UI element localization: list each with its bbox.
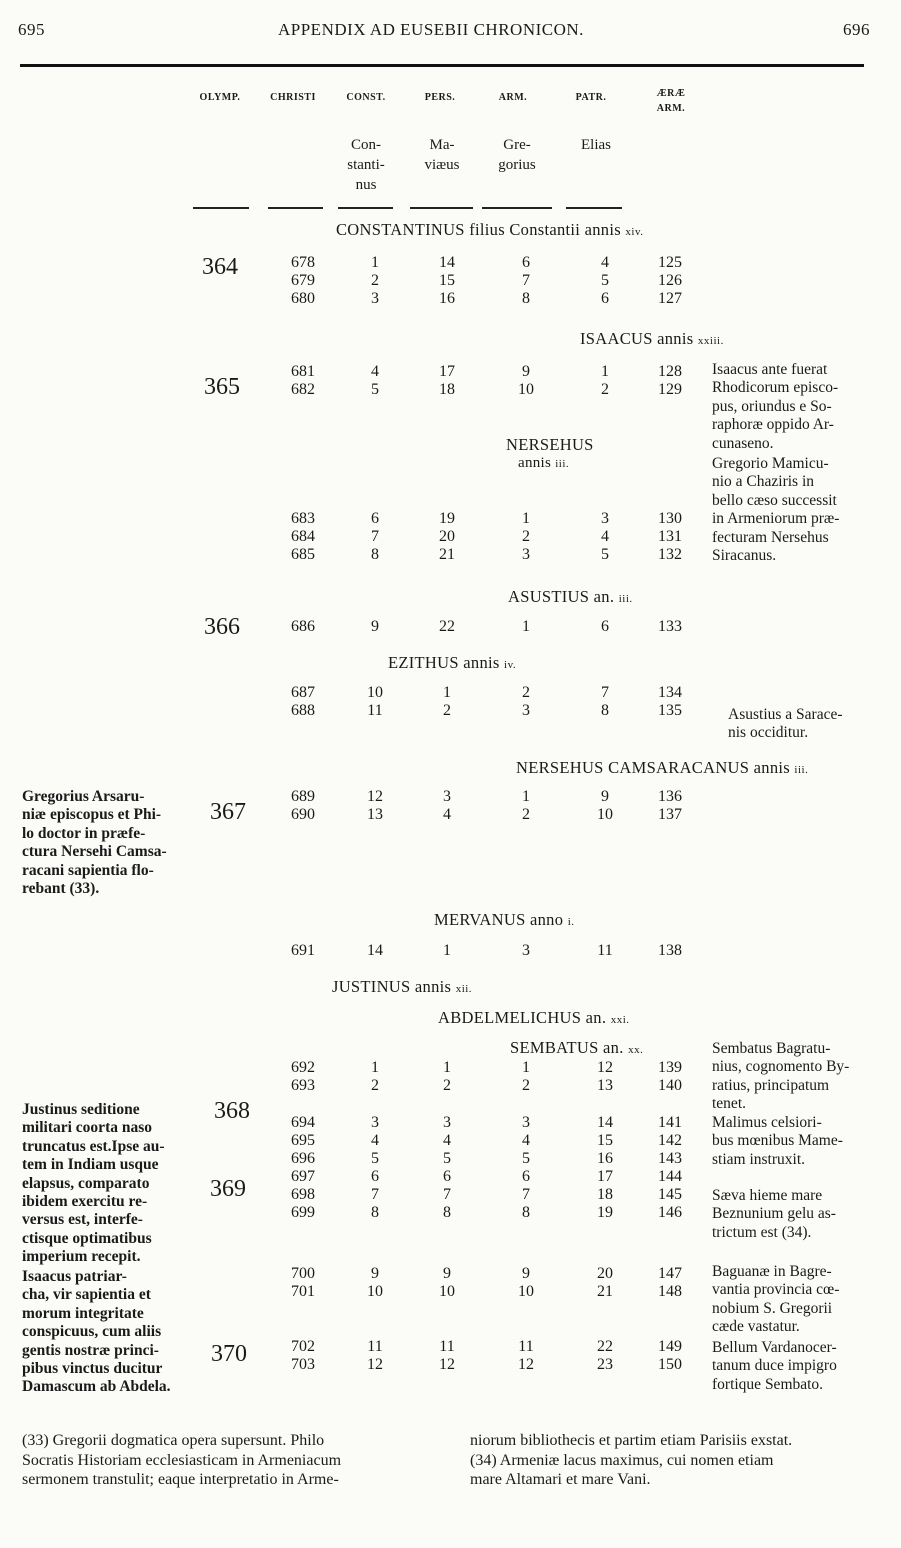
cell-christi: 695 bbox=[291, 1132, 315, 1149]
cell-patr: 10 bbox=[597, 806, 613, 823]
cell-aerae: 126 bbox=[658, 272, 682, 289]
cell-aerae: 147 bbox=[658, 1265, 682, 1282]
reign-heading: annis iii. bbox=[518, 455, 570, 471]
margin-note-left: Gregorius Arsaru- niæ episcopus et Phi- lo doctor in præfe- ctura Nersehi Camsa- racani sapientia flo- rebant (33). bbox=[22, 788, 167, 898]
cell-christi: 689 bbox=[291, 788, 315, 805]
cell-pers: 9 bbox=[443, 1265, 451, 1282]
cell-patr: 1 bbox=[601, 363, 609, 380]
cell-aerae: 139 bbox=[658, 1059, 682, 1076]
cell-aerae: 135 bbox=[658, 702, 682, 719]
cell-aerae: 127 bbox=[658, 290, 682, 307]
cell-arm: 4 bbox=[522, 1132, 530, 1149]
cell-const: 11 bbox=[367, 1338, 383, 1355]
cell-arm: 1 bbox=[522, 618, 530, 635]
cell-pers: 19 bbox=[439, 510, 455, 527]
cell-christi: 700 bbox=[291, 1265, 315, 1282]
cell-pers: 18 bbox=[439, 381, 455, 398]
cell-patr: 11 bbox=[597, 942, 613, 959]
cell-pers: 5 bbox=[443, 1150, 451, 1167]
cell-aerae: 143 bbox=[658, 1150, 682, 1167]
cell-const: 5 bbox=[371, 1150, 379, 1167]
olympiad-number: 367 bbox=[210, 799, 246, 825]
footnote-left: (33) Gregorii dogmatica opera supersunt. Philo Socratis Historiam ecclesiasticam in Armeniacum sermonem transtulit; eaque interpretatio in Arme- bbox=[22, 1432, 342, 1488]
footnote-right: niorum bibliothecis et partim etiam Parisiis exstat. (34) Armeniæ lacus maximus, cui nomen etiam mare Altamari et mare Vani. bbox=[470, 1432, 793, 1488]
cell-const: 7 bbox=[371, 528, 379, 545]
cell-arm: 9 bbox=[522, 1265, 530, 1282]
margin-note-right: Gregorio Mamicu- nio a Chaziris in bello cæso successit in Armeniorum præ- fecturam Nersehus Siracanus. bbox=[712, 455, 840, 565]
margin-note-right: Isaacus ante fuerat Rhodicorum episco- pus, oriundus e So- raphoræ oppido Ar- cunaseno. bbox=[712, 361, 839, 452]
cell-const: 5 bbox=[371, 381, 379, 398]
cell-christi: 696 bbox=[291, 1150, 315, 1167]
column-header-olymp: OLYMP. bbox=[199, 92, 241, 103]
cell-aerae: 136 bbox=[658, 788, 682, 805]
cell-patr: 16 bbox=[597, 1150, 613, 1167]
cell-patr: 4 bbox=[601, 254, 609, 271]
olympiad-number: 365 bbox=[204, 374, 240, 400]
column-rule bbox=[410, 207, 473, 209]
cell-aerae: 133 bbox=[658, 618, 682, 635]
margin-note-right: Bellum Vardanocer- tanum duce impigro fortique Sembato. bbox=[712, 1339, 837, 1393]
cell-patr: 12 bbox=[597, 1059, 613, 1076]
reign-heading: ISAACUS annis xxiii. bbox=[580, 329, 724, 348]
cell-christi: 692 bbox=[291, 1059, 315, 1076]
column-rule bbox=[482, 207, 552, 209]
cell-aerae: 137 bbox=[658, 806, 682, 823]
cell-patr: 13 bbox=[597, 1077, 613, 1094]
cell-arm: 6 bbox=[522, 254, 530, 271]
cell-aerae: 140 bbox=[658, 1077, 682, 1094]
cell-aerae: 128 bbox=[658, 363, 682, 380]
column-header-const: CONST. bbox=[346, 92, 386, 103]
cell-const: 8 bbox=[371, 1204, 379, 1221]
cell-arm: 2 bbox=[522, 528, 530, 545]
cell-arm: 10 bbox=[518, 1283, 534, 1300]
cell-pers: 6 bbox=[443, 1168, 451, 1185]
cell-aerae: 129 bbox=[658, 381, 682, 398]
cell-const: 12 bbox=[367, 1356, 383, 1373]
reign-heading: SEMBATUS an. xx. bbox=[510, 1038, 644, 1057]
margin-note-left: Isaacus patriar- cha, vir sapientia et morum integritate conspicuus, cum aliis gentis nostræ princi- pibus vinctus ducitur Damascum ab Abdela. bbox=[22, 1268, 171, 1396]
reign-heading: NERSEHUS bbox=[506, 435, 594, 454]
cell-pers: 14 bbox=[439, 254, 455, 271]
cell-aerae: 138 bbox=[658, 942, 682, 959]
cell-const: 1 bbox=[371, 1059, 379, 1076]
cell-const: 2 bbox=[371, 272, 379, 289]
cell-patr: 20 bbox=[597, 1265, 613, 1282]
cell-christi: 693 bbox=[291, 1077, 315, 1094]
column-rule bbox=[268, 207, 323, 209]
cell-arm: 8 bbox=[522, 1204, 530, 1221]
cell-aerae: 125 bbox=[658, 254, 682, 271]
cell-pers: 15 bbox=[439, 272, 455, 289]
header-rule bbox=[20, 64, 864, 67]
cell-aerae: 145 bbox=[658, 1186, 682, 1203]
cell-const: 6 bbox=[371, 1168, 379, 1185]
cell-patr: 2 bbox=[601, 381, 609, 398]
cell-christi: 688 bbox=[291, 702, 315, 719]
reign-heading: EZITHUS annis iv. bbox=[388, 653, 517, 672]
cell-const: 3 bbox=[371, 1114, 379, 1131]
cell-const: 10 bbox=[367, 1283, 383, 1300]
cell-aerae: 130 bbox=[658, 510, 682, 527]
cell-patr: 9 bbox=[601, 788, 609, 805]
cell-pers: 1 bbox=[443, 942, 451, 959]
reign-heading: NERSEHUS CAMSARACANUS annis iii. bbox=[516, 758, 809, 777]
cell-const: 12 bbox=[367, 788, 383, 805]
cell-arm: 3 bbox=[522, 942, 530, 959]
cell-const: 2 bbox=[371, 1077, 379, 1094]
olympiad-number: 369 bbox=[210, 1176, 246, 1202]
cell-arm: 3 bbox=[522, 702, 530, 719]
cell-christi: 679 bbox=[291, 272, 315, 289]
ruler-head-patr: Elias bbox=[581, 137, 611, 153]
cell-arm: 1 bbox=[522, 788, 530, 805]
cell-patr: 3 bbox=[601, 510, 609, 527]
cell-const: 9 bbox=[371, 618, 379, 635]
olympiad-number: 368 bbox=[214, 1098, 250, 1124]
column-header-aerae-arm: ÆRÆ ARM. bbox=[656, 88, 686, 114]
cell-aerae: 149 bbox=[658, 1338, 682, 1355]
reign-heading: ABDELMELICHUS an. xxi. bbox=[438, 1008, 630, 1027]
cell-arm: 6 bbox=[522, 1168, 530, 1185]
cell-christi: 703 bbox=[291, 1356, 315, 1373]
cell-patr: 7 bbox=[601, 684, 609, 701]
cell-christi: 680 bbox=[291, 290, 315, 307]
cell-arm: 5 bbox=[522, 1150, 530, 1167]
cell-patr: 6 bbox=[601, 290, 609, 307]
cell-patr: 14 bbox=[597, 1114, 613, 1131]
margin-note-right: Malimus celsiori- bus mœnibus Mame- stiam instruxit. bbox=[712, 1114, 843, 1168]
cell-aerae: 150 bbox=[658, 1356, 682, 1373]
cell-aerae: 132 bbox=[658, 546, 682, 563]
cell-aerae: 134 bbox=[658, 684, 682, 701]
cell-christi: 687 bbox=[291, 684, 315, 701]
cell-christi: 698 bbox=[291, 1186, 315, 1203]
cell-pers: 22 bbox=[439, 618, 455, 635]
cell-pers: 20 bbox=[439, 528, 455, 545]
cell-christi: 683 bbox=[291, 510, 315, 527]
cell-const: 10 bbox=[367, 684, 383, 701]
cell-pers: 21 bbox=[439, 546, 455, 563]
cell-pers: 11 bbox=[439, 1338, 455, 1355]
cell-christi: 691 bbox=[291, 942, 315, 959]
cell-pers: 2 bbox=[443, 702, 451, 719]
column-rule bbox=[566, 207, 622, 209]
cell-patr: 23 bbox=[597, 1356, 613, 1373]
cell-arm: 9 bbox=[522, 363, 530, 380]
cell-patr: 21 bbox=[597, 1283, 613, 1300]
cell-christi: 682 bbox=[291, 381, 315, 398]
cell-arm: 1 bbox=[522, 510, 530, 527]
column-rule bbox=[338, 207, 393, 209]
cell-patr: 17 bbox=[597, 1168, 613, 1185]
cell-christi: 697 bbox=[291, 1168, 315, 1185]
margin-note-right: Sembatus Bagratu- nius, cognomento By- ratius, principatum tenet. bbox=[712, 1040, 850, 1113]
cell-aerae: 142 bbox=[658, 1132, 682, 1149]
cell-patr: 5 bbox=[601, 272, 609, 289]
cell-const: 7 bbox=[371, 1186, 379, 1203]
cell-christi: 684 bbox=[291, 528, 315, 545]
column-header-arm: ARM. bbox=[498, 92, 528, 103]
cell-pers: 2 bbox=[443, 1077, 451, 1094]
column-rule bbox=[193, 207, 249, 209]
cell-pers: 10 bbox=[439, 1283, 455, 1300]
olympiad-number: 364 bbox=[202, 254, 238, 280]
cell-christi: 701 bbox=[291, 1283, 315, 1300]
cell-arm: 2 bbox=[522, 684, 530, 701]
olympiad-number: 370 bbox=[211, 1341, 247, 1367]
margin-note-left: Justinus seditione militari coorta naso truncatus est.Ipse au- tem in Indiam usque elapsus, comparato ibidem exercitu re- versus est, interfe- ctisque optimatibus imperium recepit. bbox=[22, 1101, 165, 1266]
cell-pers: 7 bbox=[443, 1186, 451, 1203]
ruler-head-arm: Gre- gorius bbox=[498, 137, 536, 173]
cell-aerae: 131 bbox=[658, 528, 682, 545]
cell-patr: 5 bbox=[601, 546, 609, 563]
cell-arm: 1 bbox=[522, 1059, 530, 1076]
column-header-pers: PERS. bbox=[424, 92, 456, 103]
column-header-patr: PATR. bbox=[575, 92, 607, 103]
page-number-right: 696 bbox=[843, 20, 870, 39]
cell-christi: 686 bbox=[291, 618, 315, 635]
cell-christi: 694 bbox=[291, 1114, 315, 1131]
cell-christi: 690 bbox=[291, 806, 315, 823]
cell-pers: 3 bbox=[443, 1114, 451, 1131]
cell-arm: 12 bbox=[518, 1356, 534, 1373]
cell-const: 3 bbox=[371, 290, 379, 307]
cell-patr: 15 bbox=[597, 1132, 613, 1149]
cell-const: 4 bbox=[371, 363, 379, 380]
cell-christi: 699 bbox=[291, 1204, 315, 1221]
margin-note-right: Baguanæ in Bagre- vantia provincia cœ- nobium S. Gregorii cæde vastatur. bbox=[712, 1263, 840, 1336]
cell-patr: 22 bbox=[597, 1338, 613, 1355]
cell-arm: 7 bbox=[522, 272, 530, 289]
reign-heading: MERVANUS anno i. bbox=[434, 910, 575, 929]
cell-patr: 8 bbox=[601, 702, 609, 719]
cell-pers: 1 bbox=[443, 1059, 451, 1076]
cell-arm: 11 bbox=[518, 1338, 534, 1355]
cell-patr: 18 bbox=[597, 1186, 613, 1203]
cell-arm: 7 bbox=[522, 1186, 530, 1203]
reign-heading: CONSTANTINUS filius Constantii annis xiv. bbox=[336, 220, 644, 239]
cell-pers: 8 bbox=[443, 1204, 451, 1221]
cell-const: 1 bbox=[371, 254, 379, 271]
page-number-left: 695 bbox=[18, 20, 45, 39]
cell-aerae: 148 bbox=[658, 1283, 682, 1300]
cell-christi: 685 bbox=[291, 546, 315, 563]
margin-note-right: Sæva hieme mare Beznunium gelu as- trictum est (34). bbox=[712, 1187, 836, 1241]
cell-arm: 2 bbox=[522, 806, 530, 823]
cell-arm: 2 bbox=[522, 1077, 530, 1094]
cell-pers: 1 bbox=[443, 684, 451, 701]
cell-christi: 681 bbox=[291, 363, 315, 380]
cell-arm: 8 bbox=[522, 290, 530, 307]
cell-const: 4 bbox=[371, 1132, 379, 1149]
cell-const: 8 bbox=[371, 546, 379, 563]
olympiad-number: 366 bbox=[204, 614, 240, 640]
cell-const: 13 bbox=[367, 806, 383, 823]
cell-pers: 4 bbox=[443, 806, 451, 823]
cell-const: 11 bbox=[367, 702, 383, 719]
cell-patr: 6 bbox=[601, 618, 609, 635]
cell-const: 14 bbox=[367, 942, 383, 959]
cell-pers: 16 bbox=[439, 290, 455, 307]
cell-pers: 4 bbox=[443, 1132, 451, 1149]
cell-arm: 3 bbox=[522, 546, 530, 563]
cell-pers: 12 bbox=[439, 1356, 455, 1373]
cell-aerae: 146 bbox=[658, 1204, 682, 1221]
cell-aerae: 141 bbox=[658, 1114, 682, 1131]
ruler-head-pers: Ma- viæus bbox=[424, 137, 460, 173]
reign-heading: JUSTINUS annis xii. bbox=[332, 977, 473, 996]
cell-patr: 4 bbox=[601, 528, 609, 545]
reign-heading: ASUSTIUS an. iii. bbox=[508, 587, 633, 606]
cell-aerae: 144 bbox=[658, 1168, 682, 1185]
ruler-head-const: Con- stanti- nus bbox=[347, 137, 385, 193]
cell-arm: 10 bbox=[518, 381, 534, 398]
running-title: APPENDIX AD EUSEBII CHRONICON. bbox=[278, 20, 584, 39]
cell-christi: 678 bbox=[291, 254, 315, 271]
cell-arm: 3 bbox=[522, 1114, 530, 1131]
cell-pers: 3 bbox=[443, 788, 451, 805]
cell-patr: 19 bbox=[597, 1204, 613, 1221]
cell-const: 9 bbox=[371, 1265, 379, 1282]
margin-note-right: Asustius a Saracе- nis occiditur. bbox=[728, 706, 843, 742]
cell-christi: 702 bbox=[291, 1338, 315, 1355]
cell-const: 6 bbox=[371, 510, 379, 527]
cell-pers: 17 bbox=[439, 363, 455, 380]
column-header-christi: CHRISTI bbox=[270, 92, 316, 103]
